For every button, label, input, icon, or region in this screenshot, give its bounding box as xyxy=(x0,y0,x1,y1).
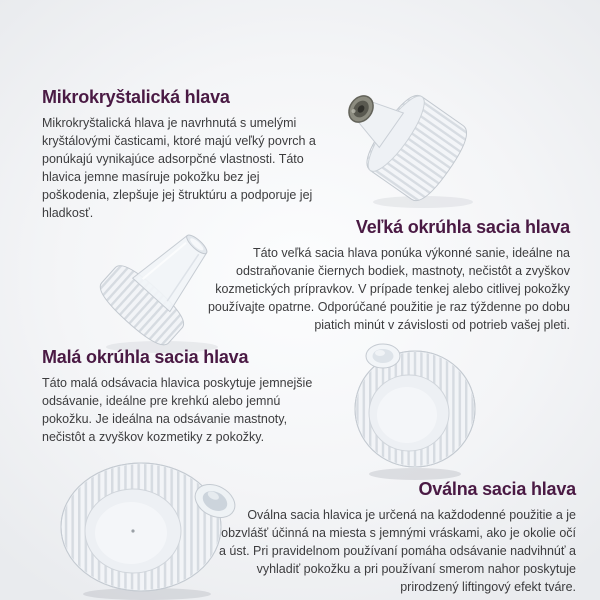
section-body-small-round-suction: Táto malá odsávacia hlavica poskytuje jemnejšie odsávanie, ideálne pre krehkú alebo jemnú pokožku. Je ideálna na odsávanie mastnoty, nečistôt a zvyškov kozmetiky z pokožky. xyxy=(42,376,313,444)
section-title-small-round-suction: Malá okrúhla sacia hlava xyxy=(42,347,249,367)
oval-suction-head-image xyxy=(45,455,257,600)
section-oval-suction xyxy=(211,478,576,596)
section-title-large-round-suction: Veľká okrúhla sacia hlava xyxy=(355,217,570,237)
section-body-large-round-suction: Táto veľká sacia hlava ponúka výkonné sanie, ideálne na odstraňovanie čiernych bodiek, mastnoty, nečistôt a zvyškov kozmetických prípravkov. V prípade tenkej alebo citlivej pokožky používajte opatrne. Odporúčané použitie je raz týždenne po dobu piatich minút v závislosti od potrieb vašej pleti. xyxy=(207,246,570,332)
section-body-microcrystalline: Mikrokryštalická hlava je navrhnutá s umelými kryštálovými časticami, ktoré majú veľký povrch a ponúkajú vynikajúce adsorpčné vlastnosti. Táto hlavica jemne masíruje pokožku bez jej poškodenia, zlepšuje jej štruktúru a podporuje jej hladkosť. xyxy=(42,116,316,220)
microcrystalline-head-image xyxy=(323,64,498,216)
section-small-round-suction xyxy=(42,346,332,446)
clear-cone-head-image xyxy=(74,213,252,355)
section-microcrystalline xyxy=(42,86,327,222)
section-title-oval-suction: Oválna sacia hlava xyxy=(418,479,576,499)
round-suction-head-image xyxy=(337,328,489,482)
section-large-round-suction xyxy=(205,216,570,334)
section-title-microcrystalline: Mikrokryštalická hlava xyxy=(42,87,230,107)
section-body-oval-suction: Oválna sacia hlavica je určená na každodenné použitie a je obzvlášť účinná na miesta s jemnými vráskami, ako je okolie očí a úst. Pri pravidelnom používaní pomáha odsávanie nadvihnúť a vyhladiť pokožku a pri používaní smerom nahor poskytuje prirodzený liftingový efekt tváre. xyxy=(219,508,576,594)
